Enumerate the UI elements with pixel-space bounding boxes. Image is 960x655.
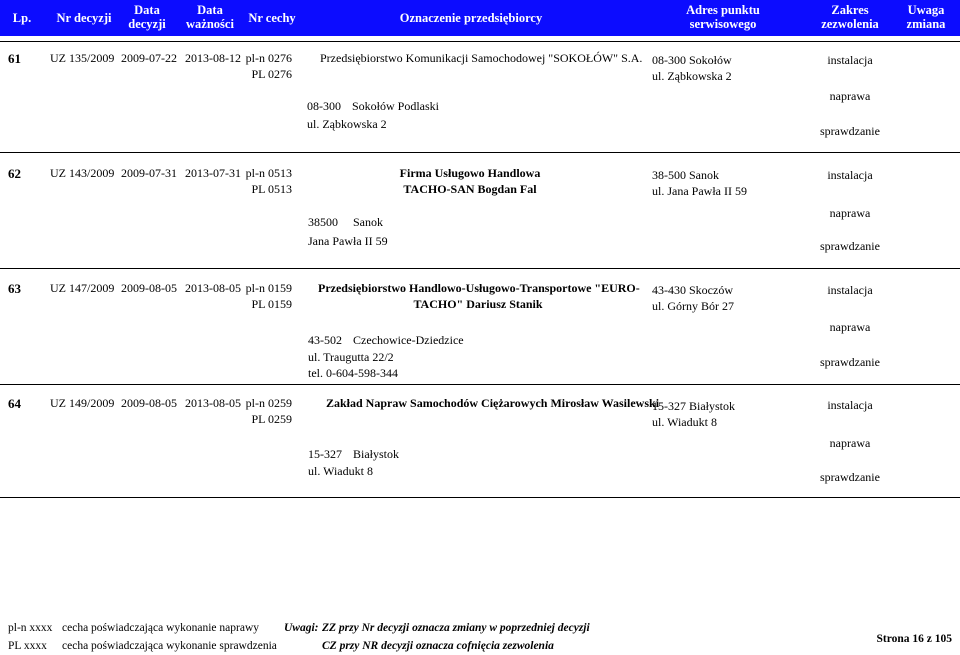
legend-code-naprawa: pl-n xxxx (8, 622, 53, 634)
row-divider (0, 268, 960, 269)
row-service-address: 15-327 Białystok ul. Wiadukt 8 (652, 399, 735, 429)
row-data-decyzji: 2009-08-05 (121, 281, 177, 295)
row-zakres-sprawdzanie: sprawdzanie (820, 239, 880, 253)
row-nr-decyzji: UZ 147/2009 (50, 281, 115, 295)
note-cz: CZ przy NR decyzji oznacza cofnięcia zezwolenia (322, 640, 554, 652)
row-service-address: 08-300 Sokołów ul. Ząbkowska 2 (652, 53, 732, 83)
row-lp: 63 (8, 281, 21, 296)
table-row (0, 395, 960, 495)
col-adres-punktu: Adres punktu serwisowego (686, 3, 760, 31)
col-nr-cechy: Nr cechy (248, 11, 296, 25)
row-zakres-sprawdzanie: sprawdzanie (820, 470, 880, 484)
row-addr-code: 08-300 (307, 99, 341, 113)
row-lp: 62 (8, 166, 21, 181)
row-data-decyzji: 2009-08-05 (121, 396, 177, 410)
notes-label: Uwagi: (284, 622, 319, 634)
row-data-waznosci: 2013-08-05 (185, 396, 241, 410)
row-cecha: pl-n 0513 PL 0513 (245, 166, 292, 196)
row-data-waznosci: 2013-08-05 (185, 281, 241, 295)
row-nr-decyzji: UZ 143/2009 (50, 166, 115, 180)
row-addr-city: Sanok (353, 215, 383, 229)
row-addr-line: ul. Ząbkowska 2 (307, 117, 387, 131)
row-divider (0, 152, 960, 153)
table-row (0, 280, 960, 382)
row-service-address: 38-500 Sanok ul. Jana Pawła II 59 (652, 168, 747, 198)
col-zakres: Zakres zezwolenia (821, 3, 879, 31)
legend-text-naprawa: cecha poświadczająca wykonanie naprawy (62, 622, 259, 634)
page-number: Strona 16 z 105 (876, 633, 952, 645)
row-zakres-naprawa: naprawa (829, 320, 871, 334)
note-zz: ZZ przy Nr decyzji oznacza zmiany w poprzedniej decyzji (322, 622, 590, 634)
row-data-decyzji: 2009-07-31 (121, 166, 177, 180)
row-zakres-instalacja: instalacja (827, 53, 873, 67)
row-addr-line: ul. Wiadukt 8 (308, 464, 373, 478)
row-addr-code: 38500 (308, 215, 338, 229)
row-divider (0, 41, 960, 42)
row-company-name: Firma Usługowo Handlowa TACHO-SAN Bogdan Fal (399, 166, 541, 196)
row-zakres-instalacja: instalacja (827, 283, 873, 297)
table-row (0, 165, 960, 265)
row-company-name: Przedsiębiorstwo Handlowo-Usługowo-Transportowe "EURO- TACHO" Dariusz Stanik (318, 281, 640, 311)
row-zakres-naprawa: naprawa (829, 436, 871, 450)
row-addr-city: Czechowice-Dziedzice (353, 333, 464, 347)
row-addr-line: Jana Pawła II 59 (308, 234, 388, 248)
row-addr-city: Sokołów Podlaski (352, 99, 440, 113)
row-addr-city: Białystok (353, 447, 400, 461)
col-uwaga: Uwaga zmiana (906, 3, 946, 31)
row-service-address: 43-430 Skoczów ul. Górny Bór 27 (652, 283, 734, 313)
row-zakres-naprawa: naprawa (829, 206, 871, 220)
row-company-name: Przedsiębiorstwo Komunikacji Samochodowej "SOKOŁÓW" S.A. (320, 51, 643, 65)
row-lp: 61 (8, 51, 21, 66)
row-cecha: pl-n 0159 PL 0159 (245, 281, 292, 311)
row-addr-line: ul. Traugutta 22/2 tel. 0-604-598-344 (308, 350, 398, 380)
row-data-decyzji: 2009-07-22 (121, 51, 177, 65)
col-oznaczenie: Oznaczenie przedsiębiorcy (399, 11, 543, 25)
row-divider (0, 497, 960, 498)
row-cecha: pl-n 0276 PL 0276 (245, 51, 292, 81)
row-nr-decyzji: UZ 135/2009 (50, 51, 115, 65)
col-lp: Lp. (12, 11, 32, 25)
row-zakres-naprawa: naprawa (829, 89, 871, 103)
row-lp: 64 (8, 396, 21, 411)
row-data-waznosci: 2013-08-12 (185, 51, 241, 65)
row-company-name: Zakład Napraw Samochodów Ciężarowych Mirosław Wasilewski (326, 396, 660, 410)
row-cecha: pl-n 0259 PL 0259 (245, 396, 292, 426)
row-nr-decyzji: UZ 149/2009 (50, 396, 115, 410)
col-data-waznosci: Data ważności (186, 3, 234, 31)
row-zakres-sprawdzanie: sprawdzanie (820, 124, 880, 138)
col-nr-decyzji: Nr decyzji (56, 11, 112, 25)
row-addr-code: 15-327 (308, 447, 342, 461)
col-data-decyzji: Data decyzji (128, 3, 166, 31)
legend-code-sprawdzenie: PL xxxx (8, 640, 47, 652)
table-row (0, 50, 960, 150)
row-zakres-sprawdzanie: sprawdzanie (820, 355, 880, 369)
row-zakres-instalacja: instalacja (827, 398, 873, 412)
row-zakres-instalacja: instalacja (827, 168, 873, 182)
row-data-waznosci: 2013-07-31 (185, 166, 241, 180)
row-divider (0, 384, 960, 385)
row-addr-code: 43-502 (308, 333, 342, 347)
table-header (0, 0, 960, 36)
legend-text-sprawdzenie: cecha poświadczająca wykonanie sprawdzenia (62, 640, 277, 652)
